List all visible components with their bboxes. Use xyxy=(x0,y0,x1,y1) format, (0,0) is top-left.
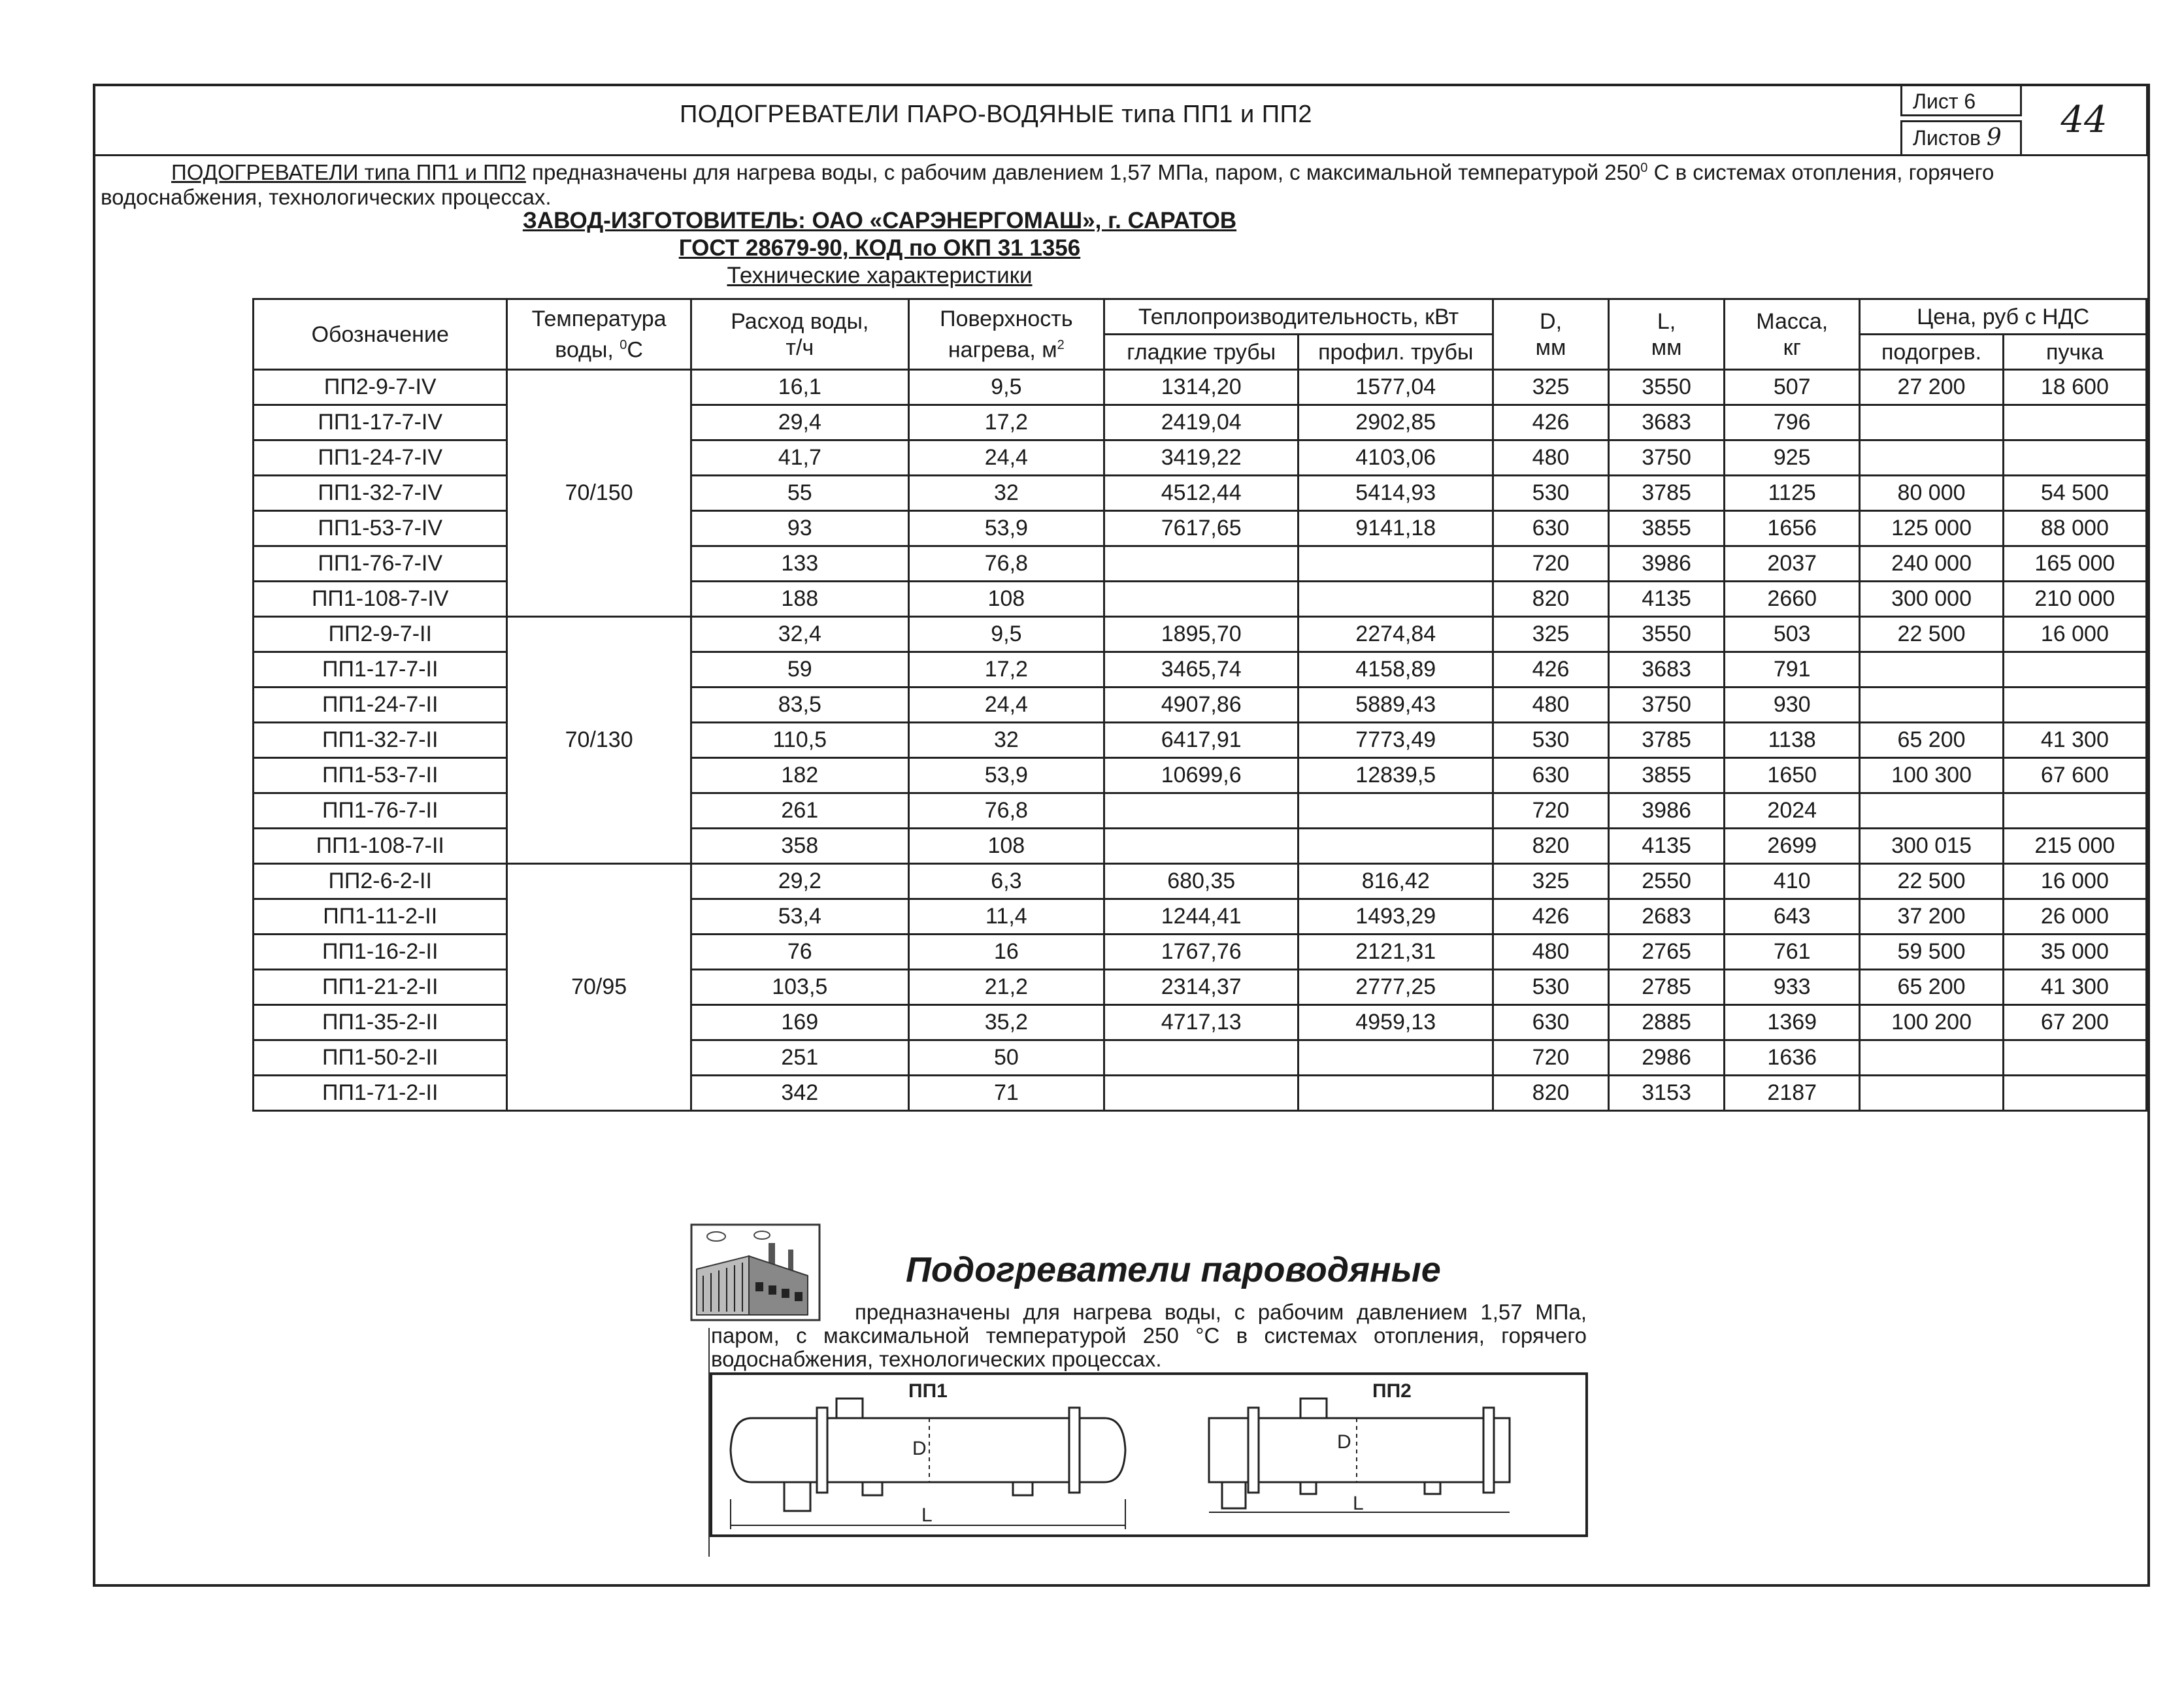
cell-length: 2986 xyxy=(1609,1040,1725,1076)
cell-flow: 251 xyxy=(691,1040,908,1076)
cell-heat-smooth: 7617,65 xyxy=(1104,511,1299,546)
specs-table-body xyxy=(254,370,2147,1111)
promo-title: Подогреватели пароводяные xyxy=(906,1250,1441,1289)
cell-diameter: 630 xyxy=(1493,1005,1609,1040)
promo-description xyxy=(711,1301,1587,1371)
cell-heat-profiled: 816,42 xyxy=(1299,864,1493,899)
cell-diameter: 480 xyxy=(1493,688,1609,723)
pp2-dim-d: D xyxy=(1337,1431,1351,1453)
cell-heat-smooth: 680,35 xyxy=(1104,864,1299,899)
cell-diameter: 426 xyxy=(1493,405,1609,440)
cell-price-bundle: 26 000 xyxy=(2003,899,2146,935)
cell-designation: ПП2-9-7-IV xyxy=(254,370,507,405)
cell-designation: ПП1-24-7-IV xyxy=(254,440,507,476)
col-surface xyxy=(908,299,1104,370)
cell-flow: 169 xyxy=(691,1005,908,1040)
cell-heat-profiled: 2121,31 xyxy=(1299,935,1493,970)
cell-heat-profiled: 2274,84 xyxy=(1299,617,1493,652)
col-heat-output: Теплопроизводительность, кВт xyxy=(1104,299,1493,335)
cell-price-bundle xyxy=(2003,652,2146,688)
col-mass xyxy=(1725,299,1860,370)
cell-price-bundle xyxy=(2003,1040,2146,1076)
cell-price-heater: 125 000 xyxy=(1860,511,2003,546)
pp1-label: ПП1 xyxy=(908,1380,948,1402)
cell-mass: 503 xyxy=(1725,617,1860,652)
col-surface-sup: 2 xyxy=(1057,337,1065,352)
cell-mass: 791 xyxy=(1725,652,1860,688)
cell-surface: 9,5 xyxy=(908,370,1104,405)
cell-diameter: 530 xyxy=(1493,476,1609,511)
cell-heat-smooth xyxy=(1104,1040,1299,1076)
promo-desc-line1: предназначены для нагрева воды, с рабочим давлением xyxy=(855,1300,1468,1324)
cell-price-bundle: 210 000 xyxy=(2003,582,2146,617)
cell-price-bundle xyxy=(2003,405,2146,440)
cell-heat-smooth: 3465,74 xyxy=(1104,652,1299,688)
cell-diameter: 325 xyxy=(1493,864,1609,899)
cell-designation: ПП1-17-7-IV xyxy=(254,405,507,440)
cell-price-heater xyxy=(1860,793,2003,829)
cell-heat-profiled: 12839,5 xyxy=(1299,758,1493,793)
cell-surface: 71 xyxy=(908,1076,1104,1111)
col-temperature xyxy=(507,299,691,370)
cell-designation: ПП1-76-7-IV xyxy=(254,546,507,582)
cell-price-bundle: 35 000 xyxy=(2003,935,2146,970)
cell-mass: 1125 xyxy=(1725,476,1860,511)
cell-mass: 2187 xyxy=(1725,1076,1860,1111)
cell-flow: 55 xyxy=(691,476,908,511)
cell-heat-smooth xyxy=(1104,793,1299,829)
handwritten-sheet-number: 44 xyxy=(2022,86,2148,154)
sheet-number-box xyxy=(1900,86,2162,154)
document-sheet xyxy=(93,84,2150,1587)
cell-heat-smooth: 3419,22 xyxy=(1104,440,1299,476)
cell-diameter: 630 xyxy=(1493,758,1609,793)
manufacturer-heading: ЗАВОД-ИЗГОТОВИТЕЛЬ: ОАО «САРЭНЕРГОМАШ», г. САРАТОВ xyxy=(522,208,1237,233)
cell-heat-profiled: 5889,43 xyxy=(1299,688,1493,723)
col-mass-line2: кг xyxy=(1783,335,1801,360)
table-row xyxy=(254,370,2147,405)
specs-table xyxy=(252,298,2147,1112)
cell-price-heater: 80 000 xyxy=(1860,476,2003,511)
cell-surface: 108 xyxy=(908,582,1104,617)
cell-price-heater: 59 500 xyxy=(1860,935,2003,970)
promo-block xyxy=(690,1223,1670,1563)
cell-heat-profiled: 9141,18 xyxy=(1299,511,1493,546)
cell-length: 3785 xyxy=(1609,723,1725,758)
cell-flow: 188 xyxy=(691,582,908,617)
col-surface-line1: Поверхность xyxy=(940,306,1073,331)
cell-temperature: 70/95 xyxy=(507,864,691,1111)
col-temperature-unit: С xyxy=(627,337,643,363)
col-heat-profiled: профил. трубы xyxy=(1299,335,1493,370)
cell-length: 3785 xyxy=(1609,476,1725,511)
cell-price-bundle xyxy=(2003,1076,2146,1111)
cell-price-bundle: 41 300 xyxy=(2003,723,2146,758)
cell-surface: 24,4 xyxy=(908,440,1104,476)
cell-heat-smooth: 4512,44 xyxy=(1104,476,1299,511)
col-price-bundle: пучка xyxy=(2003,335,2146,370)
cell-designation: ПП2-6-2-II xyxy=(254,864,507,899)
intro-text-part2: С в системах отопления, горячего водоснабжения, технологических процессах. xyxy=(101,160,1994,209)
cell-length: 3855 xyxy=(1609,758,1725,793)
cell-length: 4135 xyxy=(1609,582,1725,617)
cell-surface: 76,8 xyxy=(908,793,1104,829)
cell-length: 3986 xyxy=(1609,793,1725,829)
cell-heat-smooth: 1767,76 xyxy=(1104,935,1299,970)
cell-heat-smooth: 1244,41 xyxy=(1104,899,1299,935)
cell-designation: ПП1-21-2-II xyxy=(254,970,507,1005)
cell-price-bundle xyxy=(2003,688,2146,723)
col-price: Цена, руб с НДС xyxy=(1860,299,2147,335)
cell-surface: 9,5 xyxy=(908,617,1104,652)
cell-length: 2683 xyxy=(1609,899,1725,935)
cell-heat-profiled: 4103,06 xyxy=(1299,440,1493,476)
cell-designation: ПП1-35-2-II xyxy=(254,1005,507,1040)
sheet-count-cell xyxy=(1900,120,2022,154)
tech-specs-heading: Технические характеристики xyxy=(727,263,1033,288)
cell-length: 3153 xyxy=(1609,1076,1725,1111)
cell-diameter: 720 xyxy=(1493,546,1609,582)
sheet-label: Лист 6 xyxy=(1900,86,2022,116)
cell-mass: 507 xyxy=(1725,370,1860,405)
col-mass-line1: Масса, xyxy=(1756,308,1828,334)
cell-surface: 17,2 xyxy=(908,652,1104,688)
cell-heat-profiled xyxy=(1299,829,1493,864)
cell-flow: 358 xyxy=(691,829,908,864)
sheet-count-value: 9 xyxy=(1986,124,2002,151)
cell-designation: ПП1-32-7-II xyxy=(254,723,507,758)
cell-surface: 50 xyxy=(908,1040,1104,1076)
cell-designation: ПП1-53-7-IV xyxy=(254,511,507,546)
cell-mass: 761 xyxy=(1725,935,1860,970)
cell-length: 3683 xyxy=(1609,405,1725,440)
cell-designation: ПП1-16-2-II xyxy=(254,935,507,970)
cell-flow: 32,4 xyxy=(691,617,908,652)
cell-price-heater: 22 500 xyxy=(1860,617,2003,652)
gost-heading: ГОСТ 28679-90, КОД по ОКП 31 1356 xyxy=(678,235,1081,261)
cell-heat-smooth xyxy=(1104,829,1299,864)
cell-heat-profiled: 1577,04 xyxy=(1299,370,1493,405)
col-diameter-line2: мм xyxy=(1535,335,1566,360)
intro-paragraph xyxy=(101,156,2061,210)
cell-heat-profiled xyxy=(1299,582,1493,617)
col-temperature-line2: воды, xyxy=(555,337,620,363)
col-diameter xyxy=(1493,299,1609,370)
cell-price-heater xyxy=(1860,1040,2003,1076)
cell-mass: 1656 xyxy=(1725,511,1860,546)
cell-diameter: 325 xyxy=(1493,370,1609,405)
col-length-line1: L, xyxy=(1657,308,1676,334)
cell-flow: 83,5 xyxy=(691,688,908,723)
cell-length: 3550 xyxy=(1609,370,1725,405)
cell-price-bundle xyxy=(2003,440,2146,476)
cell-mass: 410 xyxy=(1725,864,1860,899)
cell-heat-smooth: 6417,91 xyxy=(1104,723,1299,758)
cell-designation: ПП1-108-7-II xyxy=(254,829,507,864)
pp1-dim-l: L xyxy=(921,1504,933,1526)
cell-surface: 32 xyxy=(908,723,1104,758)
cell-mass: 2024 xyxy=(1725,793,1860,829)
cell-heat-smooth: 1314,20 xyxy=(1104,370,1299,405)
cell-heat-profiled: 2777,25 xyxy=(1299,970,1493,1005)
cell-heat-smooth: 1895,70 xyxy=(1104,617,1299,652)
col-flow xyxy=(691,299,908,370)
cell-price-bundle: 165 000 xyxy=(2003,546,2146,582)
title-block xyxy=(95,86,2147,156)
cell-length: 4135 xyxy=(1609,829,1725,864)
cell-flow: 16,1 xyxy=(691,370,908,405)
cell-surface: 108 xyxy=(908,829,1104,864)
cell-price-bundle: 67 200 xyxy=(2003,1005,2146,1040)
heater-drawings xyxy=(712,1375,1585,1534)
col-temperature-sup: 0 xyxy=(620,337,627,352)
cell-designation: ПП1-108-7-IV xyxy=(254,582,507,617)
promo-desc-rest: 1,57 МПа, паром, с максимальной температурой 250 °С в системах отопления, горячего водоснабжения, технологических процессах. xyxy=(711,1300,1587,1371)
cell-price-bundle xyxy=(2003,793,2146,829)
cell-price-heater xyxy=(1860,688,2003,723)
cell-designation: ПП1-53-7-II xyxy=(254,758,507,793)
cell-surface: 76,8 xyxy=(908,546,1104,582)
cell-heat-profiled: 1493,29 xyxy=(1299,899,1493,935)
cell-surface: 6,3 xyxy=(908,864,1104,899)
cell-mass: 643 xyxy=(1725,899,1860,935)
cell-designation: ПП1-71-2-II xyxy=(254,1076,507,1111)
cell-price-heater: 37 200 xyxy=(1860,899,2003,935)
sheet-count-label: Листов xyxy=(1913,126,1981,150)
cell-flow: 41,7 xyxy=(691,440,908,476)
intro-text-part1: предназначены для нагрева воды, с рабочим давлением 1,57 МПа, паром, с максимальной температурой 250 xyxy=(525,160,1641,184)
cell-designation: ПП1-76-7-II xyxy=(254,793,507,829)
cell-diameter: 480 xyxy=(1493,440,1609,476)
intro-degree-sup: 0 xyxy=(1640,161,1648,175)
cell-flow: 29,4 xyxy=(691,405,908,440)
cell-price-heater: 240 000 xyxy=(1860,546,2003,582)
cell-length: 2550 xyxy=(1609,864,1725,899)
cell-surface: 11,4 xyxy=(908,899,1104,935)
cell-heat-smooth: 4717,13 xyxy=(1104,1005,1299,1040)
cell-price-bundle: 16 000 xyxy=(2003,864,2146,899)
cell-surface: 17,2 xyxy=(908,405,1104,440)
cell-price-bundle: 88 000 xyxy=(2003,511,2146,546)
cell-length: 2785 xyxy=(1609,970,1725,1005)
cell-surface: 24,4 xyxy=(908,688,1104,723)
cell-diameter: 325 xyxy=(1493,617,1609,652)
cell-heat-profiled: 2902,85 xyxy=(1299,405,1493,440)
cell-length: 3750 xyxy=(1609,688,1725,723)
cell-heat-profiled: 7773,49 xyxy=(1299,723,1493,758)
cell-flow: 93 xyxy=(691,511,908,546)
col-temperature-line1: Температура xyxy=(531,306,667,331)
cell-heat-smooth: 4907,86 xyxy=(1104,688,1299,723)
cell-designation: ПП1-11-2-II xyxy=(254,899,507,935)
cell-flow: 133 xyxy=(691,546,908,582)
col-designation: Обозначение xyxy=(254,299,507,370)
cell-diameter: 480 xyxy=(1493,935,1609,970)
pp2-label: ПП2 xyxy=(1372,1380,1412,1402)
cell-flow: 103,5 xyxy=(691,970,908,1005)
cell-designation: ПП1-50-2-II xyxy=(254,1040,507,1076)
cell-surface: 53,9 xyxy=(908,758,1104,793)
cell-length: 3683 xyxy=(1609,652,1725,688)
cell-mass: 1650 xyxy=(1725,758,1860,793)
cell-flow: 342 xyxy=(691,1076,908,1111)
cell-length: 2765 xyxy=(1609,935,1725,970)
cell-temperature: 70/150 xyxy=(507,370,691,617)
cell-diameter: 426 xyxy=(1493,899,1609,935)
cell-designation: ПП1-24-7-II xyxy=(254,688,507,723)
cell-heat-profiled xyxy=(1299,546,1493,582)
cell-mass: 796 xyxy=(1725,405,1860,440)
col-diameter-line1: D, xyxy=(1540,308,1563,334)
cell-surface: 53,9 xyxy=(908,511,1104,546)
cell-heat-smooth xyxy=(1104,1076,1299,1111)
cell-diameter: 426 xyxy=(1493,652,1609,688)
cell-price-heater: 100 200 xyxy=(1860,1005,2003,1040)
heater-diagram xyxy=(710,1372,1588,1537)
cell-price-bundle: 215 000 xyxy=(2003,829,2146,864)
table-header-row xyxy=(254,299,2147,335)
cell-length: 3550 xyxy=(1609,617,1725,652)
cell-flow: 110,5 xyxy=(691,723,908,758)
cell-flow: 59 xyxy=(691,652,908,688)
cell-heat-profiled xyxy=(1299,793,1493,829)
cell-heat-smooth xyxy=(1104,546,1299,582)
cell-flow: 53,4 xyxy=(691,899,908,935)
cell-price-bundle: 16 000 xyxy=(2003,617,2146,652)
cell-mass: 1138 xyxy=(1725,723,1860,758)
cell-price-heater xyxy=(1860,405,2003,440)
col-flow-line1: Расход воды, xyxy=(731,308,869,334)
cell-mass: 1369 xyxy=(1725,1005,1860,1040)
pp1-dim-d: D xyxy=(912,1438,927,1459)
pp2-dim-l: L xyxy=(1353,1493,1364,1514)
cell-designation: ПП1-32-7-IV xyxy=(254,476,507,511)
cell-diameter: 530 xyxy=(1493,723,1609,758)
cell-price-heater: 300 015 xyxy=(1860,829,2003,864)
col-flow-line2: т/ч xyxy=(786,335,814,360)
cell-length: 3750 xyxy=(1609,440,1725,476)
cell-diameter: 720 xyxy=(1493,793,1609,829)
cell-mass: 2699 xyxy=(1725,829,1860,864)
cell-diameter: 630 xyxy=(1493,511,1609,546)
cell-diameter: 530 xyxy=(1493,970,1609,1005)
cell-price-bundle: 67 600 xyxy=(2003,758,2146,793)
cell-price-heater: 300 000 xyxy=(1860,582,2003,617)
cell-price-heater: 65 200 xyxy=(1860,970,2003,1005)
cell-heat-profiled: 5414,93 xyxy=(1299,476,1493,511)
cell-heat-smooth: 2419,04 xyxy=(1104,405,1299,440)
cell-price-heater xyxy=(1860,1076,2003,1111)
col-length xyxy=(1609,299,1725,370)
cell-heat-smooth: 10699,6 xyxy=(1104,758,1299,793)
cell-heat-smooth: 2314,37 xyxy=(1104,970,1299,1005)
cell-price-heater: 27 200 xyxy=(1860,370,2003,405)
table-row xyxy=(254,617,2147,652)
col-length-line2: мм xyxy=(1651,335,1682,360)
cell-diameter: 720 xyxy=(1493,1040,1609,1076)
cell-mass: 930 xyxy=(1725,688,1860,723)
cell-heat-profiled: 4959,13 xyxy=(1299,1005,1493,1040)
intro-lead: ПОДОГРЕВАТЕЛИ типа ПП1 и ПП2 xyxy=(171,160,526,184)
cell-heat-profiled: 4158,89 xyxy=(1299,652,1493,688)
cell-length: 3855 xyxy=(1609,511,1725,546)
cell-mass: 925 xyxy=(1725,440,1860,476)
cell-price-heater: 65 200 xyxy=(1860,723,2003,758)
cell-heat-profiled xyxy=(1299,1076,1493,1111)
col-heat-smooth: гладкие трубы xyxy=(1104,335,1299,370)
col-price-heater: подогрев. xyxy=(1860,335,2003,370)
page-title: ПОДОГРЕВАТЕЛИ ПАРО-ВОДЯНЫЕ типа ПП1 и ПП2 xyxy=(679,101,1313,128)
cell-surface: 32 xyxy=(908,476,1104,511)
cell-heat-profiled xyxy=(1299,1040,1493,1076)
cell-designation: ПП1-17-7-II xyxy=(254,652,507,688)
cell-price-heater: 100 300 xyxy=(1860,758,2003,793)
cell-price-heater xyxy=(1860,652,2003,688)
cell-diameter: 820 xyxy=(1493,1076,1609,1111)
cell-flow: 76 xyxy=(691,935,908,970)
cell-price-bundle: 41 300 xyxy=(2003,970,2146,1005)
cell-surface: 16 xyxy=(908,935,1104,970)
cell-length: 3986 xyxy=(1609,546,1725,582)
cell-diameter: 820 xyxy=(1493,582,1609,617)
cell-mass: 2037 xyxy=(1725,546,1860,582)
cell-flow: 29,2 xyxy=(691,864,908,899)
table-row xyxy=(254,864,2147,899)
cell-surface: 21,2 xyxy=(908,970,1104,1005)
cell-price-bundle: 18 600 xyxy=(2003,370,2146,405)
cell-temperature: 70/130 xyxy=(507,617,691,864)
cell-price-heater xyxy=(1860,440,2003,476)
cell-mass: 1636 xyxy=(1725,1040,1860,1076)
cell-heat-smooth xyxy=(1104,582,1299,617)
cell-price-bundle: 54 500 xyxy=(2003,476,2146,511)
cell-price-heater: 22 500 xyxy=(1860,864,2003,899)
cell-designation: ПП2-9-7-II xyxy=(254,617,507,652)
cell-flow: 261 xyxy=(691,793,908,829)
cell-mass: 2660 xyxy=(1725,582,1860,617)
col-surface-line2: нагрева, м xyxy=(948,337,1057,363)
cell-length: 2885 xyxy=(1609,1005,1725,1040)
cell-mass: 933 xyxy=(1725,970,1860,1005)
cell-flow: 182 xyxy=(691,758,908,793)
cell-surface: 35,2 xyxy=(908,1005,1104,1040)
cell-diameter: 820 xyxy=(1493,829,1609,864)
